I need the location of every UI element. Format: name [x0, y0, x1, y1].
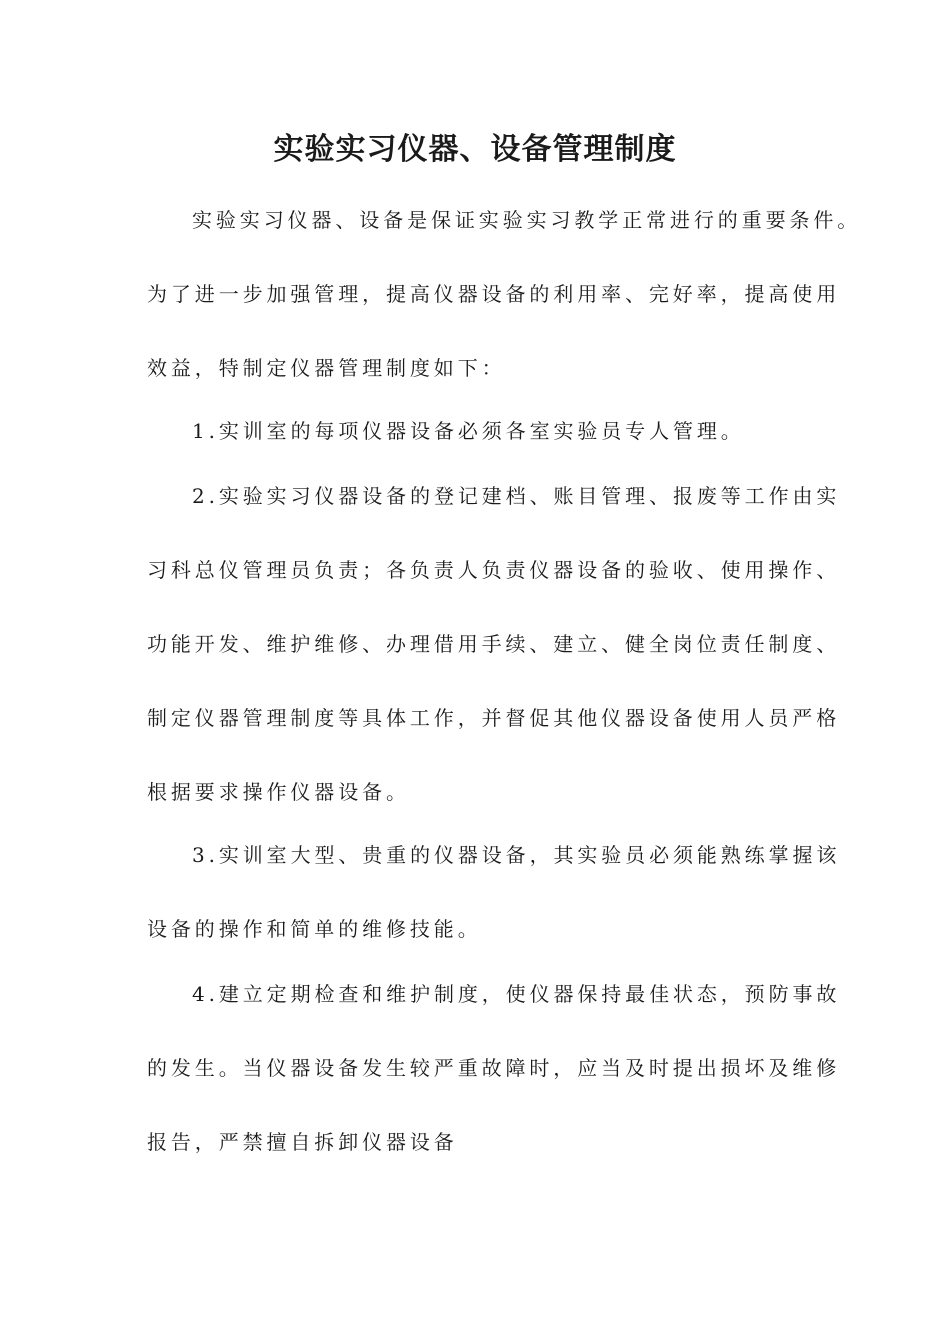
paragraph-item-2-line-4: 制定仪器管理制度等具体工作，并督促其他仪器设备使用人员严格: [147, 706, 841, 730]
paragraph-intro-line-1: 实验实习仪器、设备是保证实验实习教学正常进行的重要条件。: [192, 208, 862, 232]
paragraph-item-4-line-3: 报告，严禁擅自拆卸仪器设备: [147, 1130, 458, 1154]
paragraph-intro-line-2: 为了进一步加强管理，提高仪器设备的利用率、完好率，提高使用: [147, 282, 841, 306]
paragraph-item-1-line-1: 1.实训室的每项仪器设备必须各室实验员专人管理。: [192, 419, 745, 443]
paragraph-item-3-line-2: 设备的操作和简单的维修技能。: [147, 917, 482, 941]
paragraph-item-2-line-1: 2.实验实习仪器设备的登记建档、账目管理、报废等工作由实: [192, 484, 841, 508]
paragraph-item-4-line-2: 的发生。当仪器设备发生较严重故障时，应当及时提出损坏及维修: [147, 1056, 841, 1080]
paragraph-intro-line-3: 效益，特制定仪器管理制度如下：: [147, 356, 506, 380]
paragraph-item-2-line-5: 根据要求操作仪器设备。: [147, 780, 410, 804]
paragraph-item-3-line-1: 3.实训室大型、贵重的仪器设备，其实验员必须能熟练掌握该: [192, 843, 841, 867]
paragraph-item-4-line-1: 4.建立定期检查和维护制度，使仪器保持最佳状态，预防事故: [192, 982, 841, 1006]
paragraph-item-2-line-2: 习科总仪管理员负责；各负责人负责仪器设备的验收、使用操作、: [147, 558, 841, 582]
paragraph-item-2-line-3: 功能开发、维护维修、办理借用手续、建立、健全岗位责任制度、: [147, 632, 841, 656]
document-title: 实验实习仪器、设备管理制度: [273, 132, 677, 167]
